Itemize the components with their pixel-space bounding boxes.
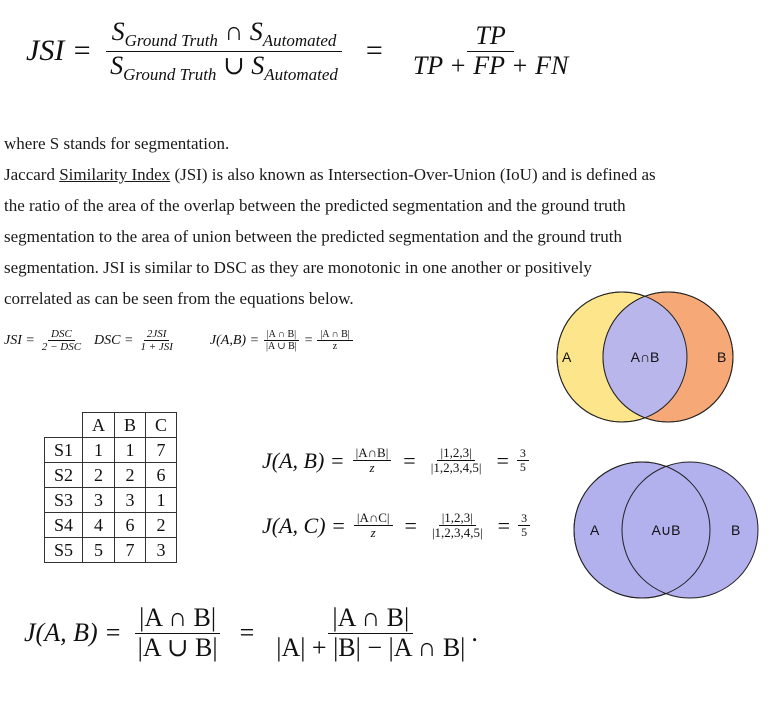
jsi-eq-sign: = (365, 34, 383, 68)
row-label: S1 (45, 438, 83, 463)
col-header-a: A (83, 413, 115, 438)
para-line-6: correlated as can be seen from the equations below. (4, 289, 354, 308)
venn-label-b: B (717, 349, 727, 365)
ac-result-fraction: $\frac{3}{5}$ (518, 512, 530, 539)
cell: 3 (146, 538, 177, 563)
row-label: S2 (45, 463, 83, 488)
sets-table (44, 412, 177, 563)
jaccard-general-formula: J(A, B) = $\frac{|A \cap B|}{|A \cup B|}$ = $\frac{|A \cap B|}{|A| + |B| - |A \cap B|}$ . (24, 603, 478, 662)
cell: 1 (115, 438, 146, 463)
cell: 6 (146, 463, 177, 488)
table-header-row (45, 413, 177, 438)
cell: 6 (115, 513, 146, 538)
ab-result-fraction: $\frac{3}{5}$ (517, 447, 529, 474)
j-small-fraction-2: $\frac{|A \cap B|}{z}$ (317, 329, 353, 352)
para-line-5: segmentation. JSI is similar to DSC as they are monotonic in one another or positively (4, 258, 592, 277)
table-row (45, 438, 177, 463)
para-line-2: Jaccard Similarity Index (JSI) is also known as Intersection-Over-Union (IoU) and is defined as (4, 165, 656, 184)
cell: 7 (146, 438, 177, 463)
venn-union-label-a: A (590, 522, 600, 538)
j-small-fraction-1: $\frac{|A \cap B|}{|A \cup B|}$ (263, 329, 300, 352)
venn-union-label-b: B (731, 522, 741, 538)
cell: 2 (146, 513, 177, 538)
ac-set-fraction: $\frac{|A\cap C|}{z}$ (354, 511, 393, 541)
jsi-main-formula (26, 18, 576, 85)
jaccard-ab-example: J(A, B) = $\frac{|A\cap B|}{z}$ = $\frac{|1,2,3|}{|1,2,3,4,5|}$ = $\frac{3}{5}$ (262, 446, 529, 476)
venn-label-a: A (562, 349, 572, 365)
ab-value-fraction: $\frac{|1,2,3|}{|1,2,3,4,5|}$ (430, 445, 482, 476)
similarity-index-link[interactable]: Similarity Index (59, 165, 171, 184)
cell: 5 (83, 538, 115, 563)
cell: 2 (115, 463, 146, 488)
jsi-dsc-equations: JSI = $\frac{\text{DSC}}{\text{2 − DSC}}$ DSC = $\frac{\text{2JSI}}{\text{1 + JSI}}$ J(A,B) = $\frac{|A \cap B|}{|A \cup B|}$ = $\frac{|A \cap B|}{z}$ (4, 328, 353, 353)
col-header-b: B (115, 413, 146, 438)
cell: 2 (83, 463, 115, 488)
row-label: S3 (45, 488, 83, 513)
venn-union-diagram (570, 458, 770, 603)
table-row (45, 513, 177, 538)
cell: 7 (115, 538, 146, 563)
para-line-3: the ratio of the area of the overlap between the predicted segmentation and the ground truth (4, 196, 626, 215)
table-row (45, 463, 177, 488)
venn-label-union: A∪B (651, 522, 681, 538)
cell: 3 (115, 488, 146, 513)
cell: 3 (83, 488, 115, 513)
para-line-4: segmentation to the area of union between the predicted segmentation and the ground truth (4, 227, 622, 246)
cell: 1 (146, 488, 177, 513)
venn-intersection-diagram (530, 285, 760, 430)
table-row (45, 488, 177, 513)
cell: 1 (83, 438, 115, 463)
ac-value-fraction: $\frac{|1,2,3|}{|1,2,3,4,5|}$ (431, 510, 483, 541)
para-line-1: where S stands for segmentation. (4, 134, 230, 153)
table-row (45, 538, 177, 563)
cell: 4 (83, 513, 115, 538)
jaccard-ac-example: J(A, C) = $\frac{|A\cap C|}{z}$ = $\frac{|1,2,3|}{|1,2,3,4,5|}$ = $\frac{3}{5}$ (262, 511, 530, 541)
dsc-from-jsi-fraction: $\frac{\text{2JSI}}{\text{1 + JSI}}$ (140, 328, 173, 354)
general-fraction-2: $\frac{|A \cap B|}{|A| + |B| - |A \cap B|}$ (276, 603, 466, 662)
col-header-c: C (146, 413, 177, 438)
ab-set-fraction: $\frac{|A\cap B|}{z}$ (353, 446, 392, 476)
general-fraction-1: $\frac{|A \cap B|}{|A \cup B|}$ (134, 604, 222, 662)
venn-label-intersection: A∩B (630, 349, 660, 365)
jsi-tp-fraction: $\frac{TP}{TP + FP + FN}$ (412, 21, 569, 80)
jsi-set-fraction: $\frac{S_{Ground Truth} \cap S_{Automated}}{S_{Ground Truth} \cup S_{Automated}}$ (104, 18, 344, 85)
jsi-from-dsc-fraction: $\frac{\text{DSC}}{\text{2 − DSC}}$ (41, 328, 82, 354)
row-label: S4 (45, 513, 83, 538)
jsi-lhs: JSI = (26, 34, 93, 68)
row-label: S5 (45, 538, 83, 563)
